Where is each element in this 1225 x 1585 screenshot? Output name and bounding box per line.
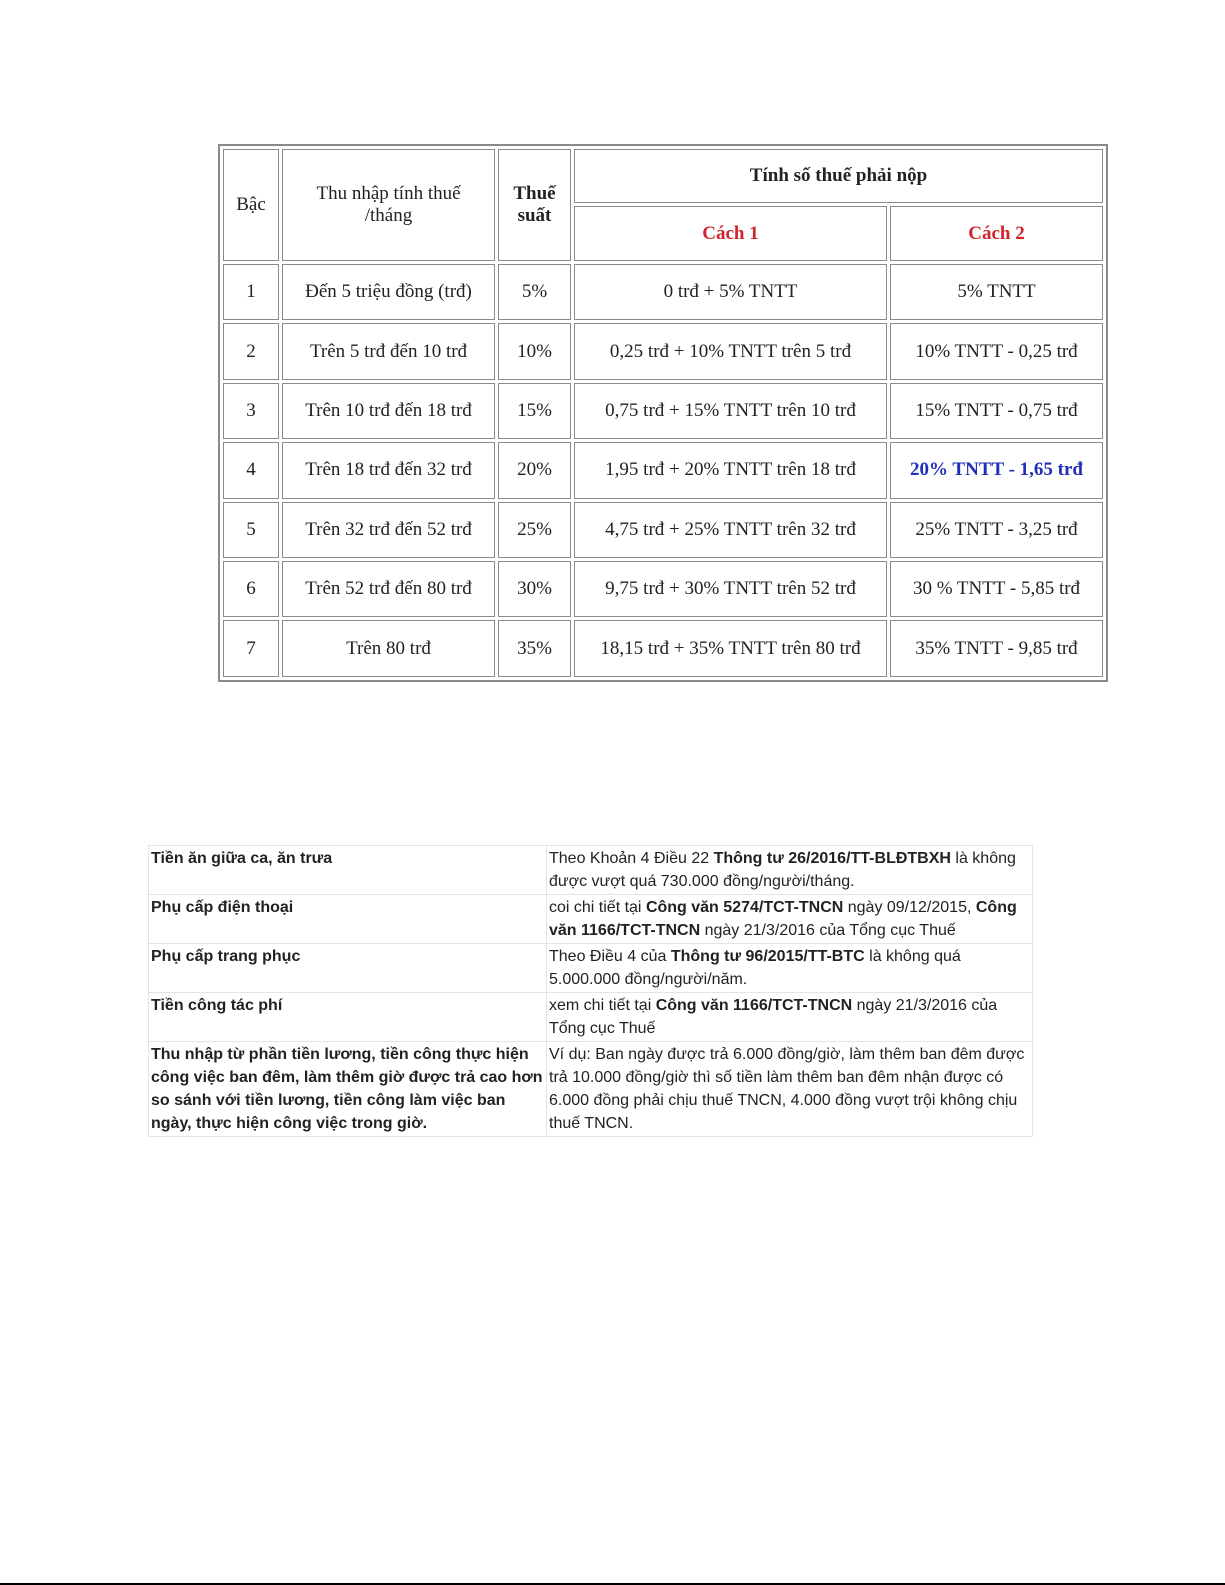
cell-income: Trên 10 trđ đến 18 trđ	[282, 383, 495, 439]
allowance-item: Tiền ăn giữa ca, ăn trưa	[149, 846, 547, 895]
table-row	[149, 846, 1033, 895]
table-row	[223, 502, 1103, 558]
allowance-detail: xem chi tiết tại Công văn 1166/TCT-TNCN ngày 21/3/2016 của Tổng cục Thuế	[547, 993, 1033, 1042]
cell-level: 5	[223, 502, 279, 558]
cell-method-1: 9,75 trđ + 30% TNTT trên 52 trđ	[574, 561, 887, 617]
table-row	[223, 383, 1103, 439]
cell-rate: 10%	[498, 323, 571, 379]
cell-method-2: 35% TNTT - 9,85 trđ	[890, 620, 1103, 677]
cell-rate: 15%	[498, 383, 571, 439]
allowance-item: Thu nhập từ phần tiền lương, tiền công thực hiện công việc ban đêm, làm thêm giờ được trả cao hơn so sánh với tiền lương, tiền công làm việc ban ngày, thực hiện công việc trong giờ.	[149, 1042, 547, 1137]
table-header-row	[223, 149, 1103, 203]
allowance-detail: Ví dụ: Ban ngày được trả 6.000 đồng/giờ, làm thêm ban đêm được trả 10.000 đồng/giờ thì số tiền làm thêm ban đêm nhận được có 6.000 đồng phải chịu thuế TNCN, 4.000 đồng vượt trội không chịu thuế TNCN.	[547, 1042, 1033, 1137]
table-row	[149, 1042, 1033, 1137]
cell-method-2: 15% TNTT - 0,75 trđ	[890, 383, 1103, 439]
cell-method-2-highlight: 20% TNTT - 1,65 trđ	[890, 442, 1103, 498]
legal-reference: Công văn 1166/TCT-TNCN	[549, 899, 1017, 939]
cell-rate: 35%	[498, 620, 571, 677]
cell-income: Trên 80 trđ	[282, 620, 495, 677]
legal-reference: Thông tư 26/2016/TT-BLĐTBXH	[713, 850, 951, 867]
table-row	[223, 323, 1103, 379]
legal-reference: Thông tư 96/2015/TT-BTC	[670, 948, 865, 965]
cell-method-2: 30 % TNTT - 5,85 trđ	[890, 561, 1103, 617]
legal-reference: Công văn 5274/TCT-TNCN	[645, 899, 844, 916]
cell-income: Trên 5 trđ đến 10 trđ	[282, 323, 495, 379]
cell-rate: 5%	[498, 264, 571, 320]
allowance-detail: coi chi tiết tại Công văn 5274/TCT-TNCN ngày 09/12/2015, Công văn 1166/TCT-TNCN ngày 21/3/2016 của Tổng cục Thuế	[547, 895, 1033, 944]
cell-method-1: 18,15 trđ + 35% TNTT trên 80 trđ	[574, 620, 887, 677]
table-row	[223, 561, 1103, 617]
cell-level: 7	[223, 620, 279, 677]
cell-method-2: 5% TNTT	[890, 264, 1103, 320]
legal-reference: Công văn 1166/TCT-TNCN	[655, 997, 853, 1014]
allowance-detail: Theo Điều 4 của Thông tư 96/2015/TT-BTC là không quá 5.000.000 đồng/người/năm.	[547, 944, 1033, 993]
cell-rate: 30%	[498, 561, 571, 617]
cell-income: Trên 32 trđ đến 52 trđ	[282, 502, 495, 558]
cell-income: Trên 18 trđ đến 32 trđ	[282, 442, 495, 498]
allowance-item: Phụ cấp điện thoại	[149, 895, 547, 944]
allowance-item: Phụ cấp trang phục	[149, 944, 547, 993]
cell-method-1: 4,75 trđ + 25% TNTT trên 32 trđ	[574, 502, 887, 558]
table-row	[149, 895, 1033, 944]
cell-rate: 25%	[498, 502, 571, 558]
cell-level: 3	[223, 383, 279, 439]
header-tax-rate: Thuế suất	[498, 149, 571, 261]
table-row	[223, 442, 1103, 498]
table-row	[149, 944, 1033, 993]
header-taxable-income: Thu nhập tính thuế /tháng	[282, 149, 495, 261]
cell-level: 2	[223, 323, 279, 379]
header-method-1: Cách 1	[574, 206, 887, 260]
header-method-2: Cách 2	[890, 206, 1103, 260]
cell-level: 6	[223, 561, 279, 617]
cell-method-2: 25% TNTT - 3,25 trđ	[890, 502, 1103, 558]
cell-method-2: 10% TNTT - 0,25 trđ	[890, 323, 1103, 379]
cell-income: Đến 5 triệu đồng (trđ)	[282, 264, 495, 320]
cell-method-1: 0,75 trđ + 15% TNTT trên 10 trđ	[574, 383, 887, 439]
table-row	[223, 264, 1103, 320]
allowance-item: Tiền công tác phí	[149, 993, 547, 1042]
allowance-table	[148, 845, 1033, 1137]
cell-method-1: 1,95 trđ + 20% TNTT trên 18 trđ	[574, 442, 887, 498]
header-tax-calculation: Tính số thuế phải nộp	[574, 149, 1103, 203]
table-row	[223, 620, 1103, 677]
cell-income: Trên 52 trđ đến 80 trđ	[282, 561, 495, 617]
table-row	[149, 993, 1033, 1042]
cell-level: 1	[223, 264, 279, 320]
cell-method-1: 0,25 trđ + 10% TNTT trên 5 trđ	[574, 323, 887, 379]
cell-rate: 20%	[498, 442, 571, 498]
header-level: Bậc	[223, 149, 279, 261]
tax-bracket-table	[218, 144, 1108, 682]
allowance-detail: Theo Khoản 4 Điều 22 Thông tư 26/2016/TT-BLĐTBXH là không được vượt quá 730.000 đồng/người/tháng.	[547, 846, 1033, 895]
cell-method-1: 0 trđ + 5% TNTT	[574, 264, 887, 320]
cell-level: 4	[223, 442, 279, 498]
